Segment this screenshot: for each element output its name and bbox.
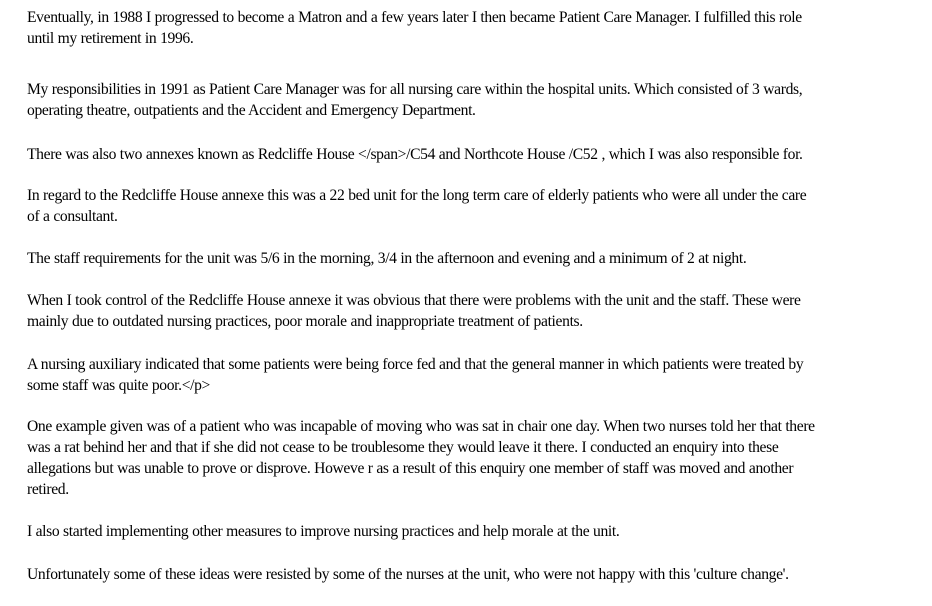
paragraph-problems (27, 290, 919, 332)
text-line: There was also two annexes known as Redcliffe House </span>/C54 and Northcote House /C52 , which I was also responsible for. (27, 146, 803, 163)
text-line: One example given was of a patient who was incapable of moving who was sat in chair one day. When two nurses told her that there (27, 418, 815, 435)
paragraph-auxiliary (27, 354, 919, 396)
text-line: Unfortunately some of these ideas were resisted by some of the nurses at the unit, who were not happy with this 'culture change'. (27, 566, 789, 583)
text-line: was a rat behind her and that if she did not cease to be troublesome they would leave it there. I conducted an enquiry into these (27, 439, 779, 456)
paragraph-measures (27, 521, 919, 542)
paragraph-responsibilities (27, 79, 919, 121)
paragraph-example (27, 416, 919, 500)
text-line: When I took control of the Redcliffe House annexe it was obvious that there were problems with the unit and the staff. These were (27, 292, 801, 309)
paragraph-annexes (27, 144, 919, 165)
text-line: some staff was quite poor.</p> (27, 377, 211, 394)
text-line: The staff requirements for the unit was 5/6 in the morning, 3/4 in the afternoon and evening and a minimum of 2 at night. (27, 250, 747, 267)
text-line: retired. (27, 481, 69, 498)
paragraph-redcliffe-unit (27, 185, 919, 227)
text-line: Eventually, in 1988 I progressed to become a Matron and a few years later I then became Patient Care Manager. I fulfilled this role (27, 9, 802, 26)
paragraph-resistance (27, 564, 919, 585)
text-line: until my retirement in 1996. (27, 30, 194, 47)
text-line: allegations but was unable to prove or disprove. Howeve r as a result of this enquiry one member of staff was moved and another (27, 460, 794, 477)
text-line: My responsibilities in 1991 as Patient Care Manager was for all nursing care within the hospital units. Which consisted of 3 wards, (27, 81, 803, 98)
text-line: A nursing auxiliary indicated that some patients were being force fed and that the general manner in which patients were treated by (27, 356, 804, 373)
text-line: In regard to the Redcliffe House annexe this was a 22 bed unit for the long term care of elderly patients who were all under the care (27, 187, 807, 204)
paragraph-retirement (27, 7, 919, 49)
text-line: I also started implementing other measures to improve nursing practices and help morale at the unit. (27, 523, 620, 540)
text-line: mainly due to outdated nursing practices, poor morale and inappropriate treatment of patients. (27, 313, 583, 330)
paragraph-staff-requirements (27, 248, 919, 269)
text-line: of a consultant. (27, 208, 118, 225)
text-line: operating theatre, outpatients and the Accident and Emergency Department. (27, 102, 476, 119)
